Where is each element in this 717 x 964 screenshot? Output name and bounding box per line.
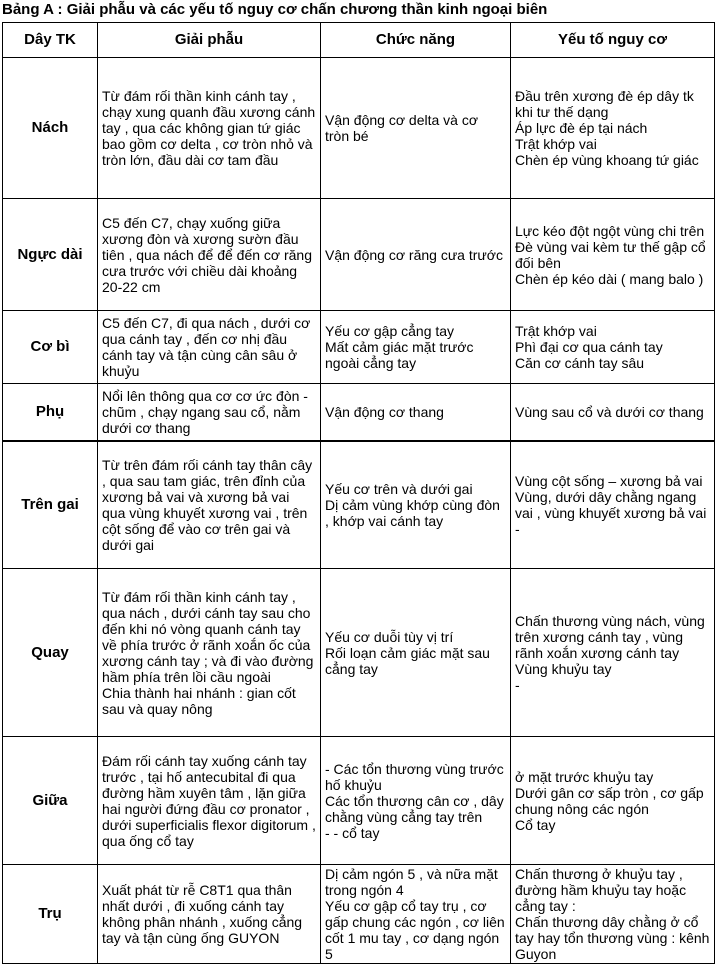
- table-row: [3, 441, 715, 569]
- nerve-name: Nách: [3, 58, 98, 199]
- table-row: [3, 384, 715, 441]
- risk-cell: ở mặt trước khuỷu tay Dưới gân cơ sấp tròn , cơ gấp chung nông các ngón Cổ tay: [511, 737, 715, 865]
- table-row: [3, 569, 715, 737]
- table-caption: Bảng A : Giải phẫu và các yếu tố nguy cơ chấn chương thần kinh ngoại biên: [2, 1, 548, 18]
- nerve-risk-table: [2, 22, 715, 964]
- risk-cell: Đầu trên xương đè ép dây tk khi tư thế dạng Áp lực đè ép tại nách Trật khớp vai Chèn ép vùng khoang tứ giác: [511, 58, 715, 199]
- risk-cell: Vùng cột sống – xương bả vai Vùng, dưới dây chằng ngang vai , vùng khuyết xương bả vai -: [511, 441, 715, 569]
- anatomy-cell: Nổi lên thông qua cơ cơ ức đòn - chũm , chạy ngang sau cổ, nằm dưới cơ thang: [98, 384, 321, 441]
- function-cell: Vận động cơ răng cưa trước: [321, 199, 511, 311]
- anatomy-cell: Từ trên đám rối cánh tay thân cây , qua sau tam giác, trên đỉnh của xương bả vai và xương bả vai qua vùng khuyết xương vai , trên cột sống để vào cơ trên gai và dưới gai: [98, 441, 321, 569]
- nerve-name: Quay: [3, 569, 98, 737]
- anatomy-cell: Từ đám rối thần kinh cánh tay , chạy xung quanh đầu xương cánh tay , qua các không gian tứ giác bao gồm cơ delta , cơ tròn nhỏ và tròn lớn, đầu dài cơ tam đầu: [98, 58, 321, 199]
- table-row: [3, 737, 715, 865]
- header-risk: Yếu tố nguy cơ: [511, 23, 715, 58]
- anatomy-cell: Từ đám rối thần kinh cánh tay , qua nách , dưới cánh tay sau cho đến khi nó vòng quanh cánh tay về phía trước ở rãnh xoắn ốc của xương cánh tay ; và đi vào đường hầm phía trên lồi cầu ngoài Chia thành hai nhánh : gian cốt sau và quay nông: [98, 569, 321, 737]
- function-cell: Yếu cơ duỗi tùy vị trí Rối loạn cảm giác mặt sau cẳng tay: [321, 569, 511, 737]
- table-row: [3, 58, 715, 199]
- nerve-name: Phụ: [3, 384, 98, 441]
- header-anatomy: Giải phẫu: [98, 23, 321, 58]
- nerve-name: Trên gai: [3, 441, 98, 569]
- function-cell: Dị cảm ngón 5 , và nữa mặt trong ngón 4 Yếu cơ gập cổ tay trụ , cơ gấp chung các ngón , cơ liên cốt 1 mu tay , cơ dạng ngón 5: [321, 865, 511, 964]
- anatomy-cell: Xuất phát từ rễ C8T1 qua thân nhất dưới , đi xuống cánh tay không phân nhánh , xuống cẳng tay và tận cùng ống GUYON: [98, 865, 321, 964]
- function-cell: Yếu cơ gập cẳng tay Mất cảm giác mặt trước ngoài cẳng tay: [321, 311, 511, 384]
- table-header-row: [3, 23, 715, 58]
- header-nerve: Dây TK: [3, 23, 98, 58]
- anatomy-cell: C5 đến C7, đi qua nách , dưới cơ qua cánh tay , đến cơ nhị đầu cánh tay và tận cùng cân sâu ở khuỷu: [98, 311, 321, 384]
- function-cell: Vận động cơ thang: [321, 384, 511, 441]
- risk-cell: Lực kéo đột ngột vùng chi trên Đè vùng vai kèm tư thế gập cổ đối bên Chèn ép kéo dài ( mang balo ): [511, 199, 715, 311]
- function-cell: Yếu cơ trên và dưới gai Dị cảm vùng khớp cùng đòn , khớp vai cánh tay: [321, 441, 511, 569]
- nerve-name: Cơ bì: [3, 311, 98, 384]
- table-row: [3, 865, 715, 964]
- table-row: [3, 311, 715, 384]
- function-cell: Vận động cơ delta và cơ tròn bé: [321, 58, 511, 199]
- anatomy-cell: C5 đến C7, chạy xuống giữa xương đòn và xương sườn đầu tiên , qua nách để để đến cơ răng cưa trước với chiều dài khoảng 20-22 cm: [98, 199, 321, 311]
- nerve-name: Giữa: [3, 737, 98, 865]
- risk-cell: Trật khớp vai Phì đại cơ qua cánh tay Căn cơ cánh tay sâu: [511, 311, 715, 384]
- anatomy-cell: Đám rối cánh tay xuống cánh tay trước , tại hố antecubital đi qua đường hầm xuyên tâm , lặn giữa hai người đứng đầu cơ pronator , dưới superficialis flexor digitorum , qua ống cổ tay: [98, 737, 321, 865]
- nerve-name: Ngực dài: [3, 199, 98, 311]
- risk-cell: Chấn thương ở khuỷu tay , đường hầm khuỷu tay hoặc cẳng tay : Chấn thương dây chằng ở cổ tay hay tổn thương vùng : kênh Guyon: [511, 865, 715, 964]
- risk-cell: Vùng sau cổ và dưới cơ thang: [511, 384, 715, 441]
- table-row: [3, 199, 715, 311]
- nerve-name: Trụ: [3, 865, 98, 964]
- function-cell: - Các tổn thương vùng trước hố khuỷu Các tổn thương cân cơ , dây chằng vùng cẳng tay trên - - cổ tay: [321, 737, 511, 865]
- header-function: Chức năng: [321, 23, 511, 58]
- risk-cell: Chấn thương vùng nách, vùng trên xương cánh tay , vùng rãnh xoắn xương cánh tay Vùng khuỷu tay -: [511, 569, 715, 737]
